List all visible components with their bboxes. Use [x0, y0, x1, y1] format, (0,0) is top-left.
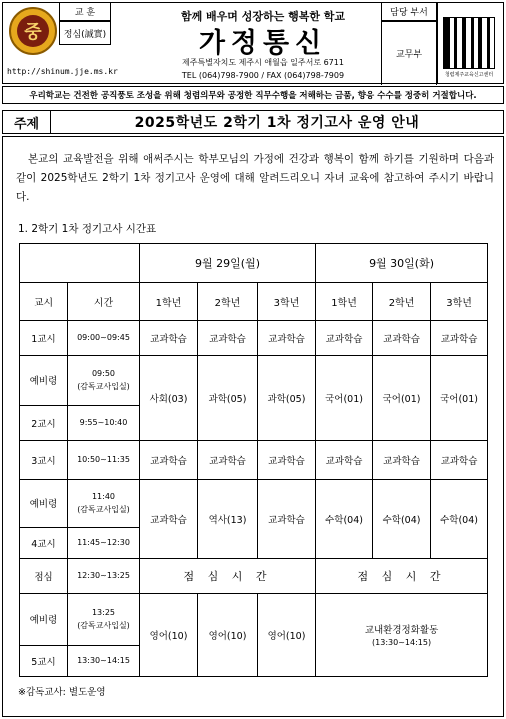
- exam-cell: 영어(10): [140, 594, 198, 677]
- exam-cell: 교과학습: [431, 440, 488, 479]
- exam-cell: 교과학습: [140, 480, 198, 559]
- table-row: [20, 320, 488, 355]
- exam-cell: 역사(13): [198, 480, 258, 559]
- exam-cell: 국어(01): [316, 355, 373, 440]
- grade-header: 1학년: [140, 283, 198, 320]
- exam-cell: 수학(04): [316, 480, 373, 559]
- letterhead: [2, 2, 504, 84]
- period-label: 1교시: [20, 320, 68, 355]
- subject-title: 2025학년도 2학기 1차 정기고사 운영 안내: [134, 115, 420, 131]
- lunch-cell: 점 심 시 간: [316, 558, 488, 593]
- prep-label: 예비령: [20, 480, 68, 528]
- footnote: ※감독교사: 별도운영: [18, 687, 106, 698]
- day2-header: 9월 30일(화): [316, 244, 488, 283]
- prep-time: [68, 594, 140, 646]
- period-time: 11:45~12:30: [68, 527, 140, 558]
- exam-cell: 영어(10): [258, 594, 316, 677]
- grade-header: 2학년: [373, 283, 431, 320]
- prep-time-note: (감독교사입실): [77, 505, 130, 515]
- table-corner: [20, 244, 140, 283]
- subject-bar: [2, 110, 504, 134]
- exam-cell: 교과학습: [140, 320, 198, 355]
- table-row: [20, 594, 488, 646]
- exam-cell: 사회(03): [140, 355, 198, 440]
- prep-time-note: (감독교사입실): [77, 382, 130, 392]
- period-time: 13:30~14:15: [68, 645, 140, 676]
- section-title: 1. 2학기 1차 정기고사 시간표: [18, 223, 157, 235]
- exam-cell: 교과학습: [140, 440, 198, 479]
- lunch-cell: 점 심 시 간: [140, 558, 316, 593]
- qr-code-icon[interactable]: [443, 17, 495, 69]
- exam-cell: 교과학습: [198, 320, 258, 355]
- activity-cell: [316, 594, 488, 677]
- school-emblem-icon: [9, 7, 57, 55]
- exam-cell: 수학(04): [431, 480, 488, 559]
- period-label: 3교시: [20, 440, 68, 479]
- prep-time-value: 13:25: [91, 608, 116, 618]
- subject-label: 주제: [3, 111, 51, 133]
- period-label: 5교시: [20, 645, 68, 676]
- exam-schedule-table: [19, 243, 488, 677]
- dept-name: 교무부: [381, 21, 437, 85]
- col-time: 시간: [68, 283, 140, 320]
- school-address: 제주특별자치도 제주시 애월읍 일주서로 6711: [182, 58, 344, 67]
- period-time: 10:50~11:35: [68, 440, 140, 479]
- grade-header: 3학년: [258, 283, 316, 320]
- table-row: [20, 355, 488, 405]
- prep-time-value: 11:40: [91, 492, 116, 502]
- exam-cell: 국어(01): [431, 355, 488, 440]
- integrity-notice: 우리학교는 건전한 공직풍토 조성을 위해 청렴의무와 공정한 직무수행을 저해하는 금품, 향응 수수를 정중히 거절합니다.: [2, 86, 504, 104]
- school-url[interactable]: http://shinum.jje.ms.kr: [7, 67, 118, 76]
- exam-cell: 교과학습: [258, 440, 316, 479]
- qr-caption: 청렴제주교육신고센터: [444, 72, 494, 78]
- exam-cell: 교과학습: [258, 320, 316, 355]
- prep-label: 예비령: [20, 355, 68, 405]
- lunch-label: 점심: [20, 558, 68, 593]
- exam-cell: 교과학습: [316, 440, 373, 479]
- grade-header: 1학년: [316, 283, 373, 320]
- prep-time: [68, 480, 140, 528]
- exam-cell: 교과학습: [316, 320, 373, 355]
- prep-label: 예비령: [20, 594, 68, 646]
- activity-name: 교내환경정화활동: [364, 624, 439, 636]
- exam-cell: 국어(01): [373, 355, 431, 440]
- exam-cell: 교과학습: [373, 320, 431, 355]
- col-period: 교시: [20, 283, 68, 320]
- activity-time: (13:30~14:15): [372, 637, 432, 647]
- period-time: 9:55~10:40: [68, 405, 140, 440]
- lunch-time: 12:30~13:25: [68, 558, 140, 593]
- prep-time: [68, 355, 140, 405]
- exam-cell: 교과학습: [198, 440, 258, 479]
- exam-cell: 교과학습: [431, 320, 488, 355]
- prep-time-value: 09:50: [91, 369, 116, 379]
- school-phone: TEL (064)798-7900 / FAX (064)798-7909: [181, 71, 345, 80]
- prep-time-note: (감독교사입실): [77, 621, 130, 631]
- day1-header: 9월 29일(월): [140, 244, 316, 283]
- school-slogan: 함께 배우며 성장하는 행복한 학교: [180, 10, 346, 23]
- exam-cell: 교과학습: [373, 440, 431, 479]
- motto-text: 정심(誠實): [59, 21, 111, 45]
- table-row: [20, 558, 488, 593]
- emblem-char: 중: [17, 15, 49, 47]
- period-label: 4교시: [20, 527, 68, 558]
- exam-cell: 과학(05): [198, 355, 258, 440]
- newsletter-title: 가정통신: [198, 28, 328, 59]
- exam-cell: 영어(10): [198, 594, 258, 677]
- motto-label: 교 훈: [59, 3, 111, 21]
- grade-header: 3학년: [431, 283, 488, 320]
- period-label: 2교시: [20, 405, 68, 440]
- table-row: [20, 440, 488, 479]
- dept-label: 담당 부서: [381, 3, 437, 21]
- table-row: [20, 480, 488, 528]
- exam-cell: 수학(04): [373, 480, 431, 559]
- period-time: 09:00~09:45: [68, 320, 140, 355]
- body-paragraph: 본교의 교육발전을 위해 애써주시는 학부모님의 가정에 건강과 행복이 함께 하기를 기원하며 다음과 같이 2025학년도 2학기 1차 정기고사 운영에 대해 알려드리오니 자녀 교육에 참고하여 주시기 바랍니다.: [16, 153, 494, 203]
- exam-cell: 과학(05): [258, 355, 316, 440]
- grade-header: 2학년: [198, 283, 258, 320]
- exam-cell: 교과학습: [258, 480, 316, 559]
